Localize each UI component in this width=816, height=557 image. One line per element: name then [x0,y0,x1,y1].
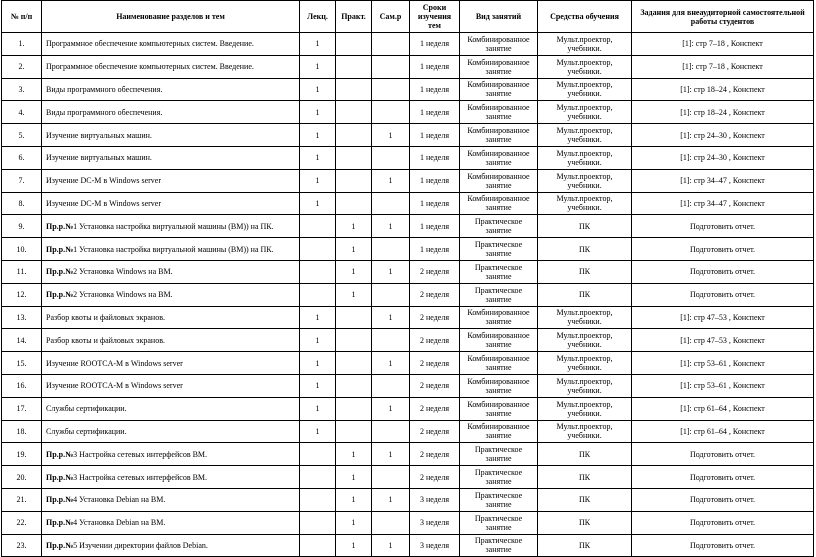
cell-num: 16. [2,374,42,397]
cell-task: Подготовить отчет. [632,260,814,283]
cell-kind: Практическое занятие [460,260,538,283]
cell-pract [336,146,372,169]
cell-samr [372,374,410,397]
topic-title: Службы сертификации. [46,404,127,414]
cell-name [42,169,300,192]
cell-means: ПК [538,215,632,238]
cell-means: Мульт.проектор, учебники. [538,33,632,56]
cell-lect: 1 [300,124,336,147]
practice-prefix: Пр.р.№ [46,221,74,231]
cell-means: ПК [538,466,632,489]
cell-num: 21. [2,488,42,511]
cell-term: 2 неделя [410,352,460,375]
cell-lect [300,466,336,489]
topic-title: 4 Установка Debian на ВМ. [73,495,166,505]
cell-lect: 1 [300,146,336,169]
header-pract: Практ. [336,1,372,33]
cell-task: Подготовить отчет. [632,534,814,557]
cell-samr: 1 [372,488,410,511]
cell-name [42,488,300,511]
table-row [2,397,814,420]
practice-prefix: Пр.р.№ [46,472,74,482]
cell-pract: 1 [336,511,372,534]
topic-title: 2 Установка Windows на ВМ. [73,290,173,300]
cell-pract: 1 [336,283,372,306]
practice-prefix: Пр.р.№ [46,290,74,300]
cell-means: Мульт.проектор, учебники. [538,146,632,169]
header-name: Наименование разделов и тем [42,1,300,33]
cell-num: 5. [2,124,42,147]
topic-title: 5 Изучении директории файлов Debian. [73,540,208,550]
cell-term: 2 неделя [410,420,460,443]
table-body [2,33,814,557]
topic-title: Виды программного обеспечения. [46,84,163,94]
practice-prefix: Пр.р.№ [46,244,74,254]
cell-kind: Комбинированное занятие [460,146,538,169]
cell-kind: Комбинированное занятие [460,124,538,147]
table-row [2,33,814,56]
cell-num: 20. [2,466,42,489]
cell-task: [1]: стр 24–30 , Конспект [632,124,814,147]
cell-means: Мульт.проектор, учебники. [538,124,632,147]
header-terms: Сроки изучения тем [410,1,460,33]
cell-name [42,192,300,215]
cell-lect [300,283,336,306]
cell-task: [1]: стр 34–47 , Конспект [632,192,814,215]
cell-num: 8. [2,192,42,215]
curriculum-table [1,0,814,557]
cell-term: 2 неделя [410,329,460,352]
cell-kind: Комбинированное занятие [460,55,538,78]
cell-name [42,466,300,489]
cell-means: Мульт.проектор, учебники. [538,420,632,443]
cell-kind: Комбинированное занятие [460,352,538,375]
table-row [2,238,814,261]
cell-term: 1 неделя [410,55,460,78]
topic-title: Разбор квоты и файловых экранов. [46,312,165,322]
cell-lect: 1 [300,397,336,420]
cell-lect: 1 [300,55,336,78]
topic-title: 1 Установка настройка виртуальной машины (ВМ)) на ПК. [73,244,274,254]
cell-task: [1]: стр 34–47 , Конспект [632,169,814,192]
table-row [2,283,814,306]
cell-term: 1 неделя [410,146,460,169]
cell-name [42,420,300,443]
cell-samr [372,511,410,534]
cell-kind: Практическое занятие [460,215,538,238]
cell-task: [1]: стр 7–18 , Конспект [632,55,814,78]
cell-pract [336,397,372,420]
cell-means: Мульт.проектор, учебники. [538,169,632,192]
cell-term: 2 неделя [410,374,460,397]
cell-pract: 1 [336,534,372,557]
cell-means: ПК [538,283,632,306]
cell-lect: 1 [300,192,336,215]
header-num: № п/п [2,1,42,33]
topic-title: Изучение DC-M в Windows server [46,198,162,208]
cell-num: 6. [2,146,42,169]
table-row [2,420,814,443]
cell-samr: 1 [372,534,410,557]
table-row [2,55,814,78]
practice-prefix: Пр.р.№ [46,540,74,550]
cell-samr [372,101,410,124]
cell-lect [300,534,336,557]
cell-name [42,215,300,238]
cell-pract: 1 [336,238,372,261]
cell-kind: Практическое занятие [460,511,538,534]
cell-means: Мульт.проектор, учебники. [538,55,632,78]
cell-pract: 1 [336,466,372,489]
table-row [2,534,814,557]
cell-num: 1. [2,33,42,56]
cell-num: 11. [2,260,42,283]
topic-title: Изучение виртуальных машин. [46,153,152,163]
cell-num: 14. [2,329,42,352]
cell-term: 1 неделя [410,215,460,238]
table-row [2,124,814,147]
cell-pract [336,374,372,397]
cell-samr [372,78,410,101]
cell-num: 9. [2,215,42,238]
table-row [2,101,814,124]
table-row [2,306,814,329]
cell-term: 1 неделя [410,169,460,192]
header-row [2,1,814,33]
table-row [2,352,814,375]
topic-title: Изучение DC-M в Windows server [46,176,162,186]
cell-num: 17. [2,397,42,420]
cell-term: 1 неделя [410,238,460,261]
cell-task: [1]: стр 7–18 , Конспект [632,33,814,56]
cell-kind: Практическое занятие [460,488,538,511]
cell-name [42,374,300,397]
cell-means: ПК [538,260,632,283]
cell-name [42,329,300,352]
cell-samr: 1 [372,306,410,329]
cell-kind: Практическое занятие [460,443,538,466]
cell-means: ПК [538,534,632,557]
practice-prefix: Пр.р.№ [46,518,74,528]
table-row [2,215,814,238]
cell-task: [1]: стр 24–30 , Конспект [632,146,814,169]
cell-num: 22. [2,511,42,534]
cell-num: 4. [2,101,42,124]
table-row [2,192,814,215]
table-row [2,374,814,397]
cell-num: 19. [2,443,42,466]
cell-name [42,101,300,124]
cell-samr [372,238,410,261]
cell-num: 12. [2,283,42,306]
cell-means: ПК [538,511,632,534]
cell-task: [1]: стр 61–64 , Конспект [632,397,814,420]
topic-title: Программное обеспечение компьютерных систем. Введение. [46,62,254,72]
cell-samr [372,146,410,169]
table-row [2,146,814,169]
cell-samr [372,466,410,489]
cell-name [42,124,300,147]
cell-term: 2 неделя [410,260,460,283]
cell-lect [300,488,336,511]
cell-num: 13. [2,306,42,329]
cell-task: [1]: стр 47–53 , Конспект [632,329,814,352]
table-row [2,488,814,511]
cell-term: 2 неделя [410,443,460,466]
cell-task: Подготовить отчет. [632,466,814,489]
cell-kind: Практическое занятие [460,238,538,261]
cell-num: 18. [2,420,42,443]
cell-name [42,397,300,420]
cell-name [42,238,300,261]
cell-means: ПК [538,488,632,511]
cell-lect: 1 [300,374,336,397]
topic-title: Разбор квоты и файловых экранов. [46,335,165,345]
cell-term: 2 неделя [410,306,460,329]
cell-num: 10. [2,238,42,261]
cell-lect: 1 [300,78,336,101]
cell-means: Мульт.проектор, учебники. [538,329,632,352]
cell-name [42,260,300,283]
header-tasks: Задания для внеаудиторной самостоятельной работы студентов [632,1,814,33]
cell-term: 2 неделя [410,283,460,306]
table-row [2,443,814,466]
topic-title: 3 Настройка сетевых интерфейсов ВМ. [73,449,208,459]
cell-task: [1]: стр 18–24 , Конспект [632,78,814,101]
cell-means: Мульт.проектор, учебники. [538,397,632,420]
cell-samr: 1 [372,397,410,420]
cell-means: Мульт.проектор, учебники. [538,101,632,124]
cell-name [42,443,300,466]
cell-samr [372,329,410,352]
cell-kind: Комбинированное занятие [460,420,538,443]
cell-term: 2 неделя [410,466,460,489]
topic-title: 4 Установка Debian на ВМ. [73,518,166,528]
cell-pract [336,352,372,375]
practice-prefix: Пр.р.№ [46,267,74,277]
cell-num: 23. [2,534,42,557]
cell-task: Подготовить отчет. [632,283,814,306]
cell-samr: 1 [372,215,410,238]
cell-samr: 1 [372,352,410,375]
cell-kind: Практическое занятие [460,534,538,557]
header-lect: Лекц. [300,1,336,33]
cell-task: [1]: стр 47–53 , Конспект [632,306,814,329]
topic-title: 2 Установка Windows на ВМ. [73,267,173,277]
cell-name [42,534,300,557]
table-row [2,466,814,489]
topic-title: Изучение ROOTCA-M в Windows server [46,381,183,391]
table-row [2,78,814,101]
topic-title: Изучение ROOTCA-M в Windows server [46,358,183,368]
table-row [2,169,814,192]
topic-title: Виды программного обеспечения. [46,107,163,117]
cell-num: 15. [2,352,42,375]
cell-task: Подготовить отчет. [632,215,814,238]
cell-num: 3. [2,78,42,101]
cell-name [42,283,300,306]
table-row [2,260,814,283]
cell-term: 1 неделя [410,124,460,147]
cell-pract: 1 [336,260,372,283]
header-samr: Сам.р [372,1,410,33]
cell-name [42,511,300,534]
cell-task: Подготовить отчет. [632,511,814,534]
cell-pract: 1 [336,488,372,511]
cell-kind: Практическое занятие [460,466,538,489]
cell-term: 2 неделя [410,397,460,420]
cell-num: 2. [2,55,42,78]
cell-task: Подготовить отчет. [632,443,814,466]
cell-kind: Комбинированное занятие [460,397,538,420]
cell-means: ПК [538,238,632,261]
topic-title: Изучение виртуальных машин. [46,130,152,140]
cell-means: Мульт.проектор, учебники. [538,374,632,397]
cell-lect [300,443,336,466]
cell-task: Подготовить отчет. [632,238,814,261]
cell-term: 1 неделя [410,101,460,124]
cell-task: [1]: стр 53–61 , Конспект [632,352,814,375]
cell-task: [1]: стр 61–64 , Конспект [632,420,814,443]
cell-pract [336,306,372,329]
cell-kind: Комбинированное занятие [460,169,538,192]
cell-pract [336,329,372,352]
cell-samr: 1 [372,443,410,466]
cell-lect: 1 [300,352,336,375]
cell-samr: 1 [372,124,410,147]
topic-title: 3 Настройка сетевых интерфейсов ВМ. [73,472,208,482]
cell-samr: 1 [372,169,410,192]
cell-term: 3 неделя [410,488,460,511]
topic-title: 1 Установка настройка виртуальной машины (ВМ)) на ПК. [73,221,274,231]
cell-samr [372,33,410,56]
cell-term: 3 неделя [410,534,460,557]
cell-name [42,306,300,329]
cell-lect: 1 [300,169,336,192]
cell-kind: Комбинированное занятие [460,78,538,101]
cell-name [42,33,300,56]
cell-pract: 1 [336,443,372,466]
table-row [2,329,814,352]
cell-kind: Комбинированное занятие [460,329,538,352]
practice-prefix: Пр.р.№ [46,495,74,505]
cell-term: 1 неделя [410,33,460,56]
cell-task: Подготовить отчет. [632,488,814,511]
cell-means: ПК [538,443,632,466]
cell-kind: Практическое занятие [460,283,538,306]
cell-task: [1]: стр 53–61 , Конспект [632,374,814,397]
cell-name [42,352,300,375]
cell-kind: Комбинированное занятие [460,33,538,56]
topic-title: Программное обеспечение компьютерных систем. Введение. [46,39,254,49]
cell-samr [372,55,410,78]
cell-pract [336,124,372,147]
cell-means: Мульт.проектор, учебники. [538,192,632,215]
cell-lect: 1 [300,33,336,56]
cell-lect: 1 [300,306,336,329]
cell-term: 1 неделя [410,78,460,101]
practice-prefix: Пр.р.№ [46,449,74,459]
cell-num: 7. [2,169,42,192]
cell-samr [372,420,410,443]
cell-name [42,146,300,169]
topic-title: Службы сертификации. [46,426,127,436]
cell-term: 1 неделя [410,192,460,215]
cell-lect [300,215,336,238]
cell-samr [372,283,410,306]
cell-name [42,78,300,101]
cell-pract [336,192,372,215]
cell-kind: Комбинированное занятие [460,374,538,397]
cell-lect [300,260,336,283]
cell-pract [336,33,372,56]
cell-pract [336,101,372,124]
cell-means: Мульт.проектор, учебники. [538,78,632,101]
cell-lect [300,511,336,534]
cell-samr [372,192,410,215]
cell-lect: 1 [300,329,336,352]
cell-pract [336,169,372,192]
cell-pract [336,78,372,101]
cell-kind: Комбинированное занятие [460,101,538,124]
cell-lect: 1 [300,101,336,124]
cell-samr: 1 [372,260,410,283]
table-row [2,511,814,534]
cell-pract [336,55,372,78]
cell-pract [336,420,372,443]
header-kind: Вид занятий [460,1,538,33]
cell-term: 3 неделя [410,511,460,534]
cell-kind: Комбинированное занятие [460,192,538,215]
cell-lect [300,238,336,261]
header-means: Средства обучения [538,1,632,33]
cell-name [42,55,300,78]
cell-means: Мульт.проектор, учебники. [538,352,632,375]
cell-lect: 1 [300,420,336,443]
cell-kind: Комбинированное занятие [460,306,538,329]
cell-task: [1]: стр 18–24 , Конспект [632,101,814,124]
cell-means: Мульт.проектор, учебники. [538,306,632,329]
cell-pract: 1 [336,215,372,238]
